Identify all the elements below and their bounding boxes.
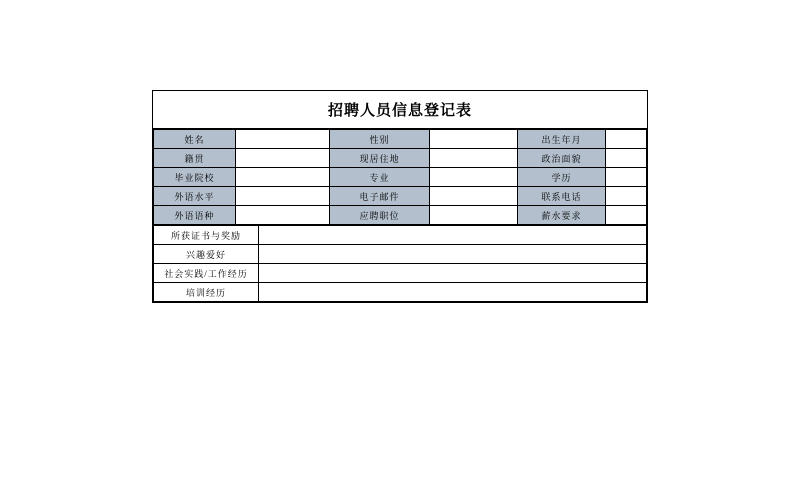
table-row bbox=[154, 130, 647, 149]
field-label-training-experience: 培训经历 bbox=[154, 283, 259, 302]
field-value-phone[interactable] bbox=[606, 187, 647, 206]
field-value-foreign-language-type[interactable] bbox=[236, 206, 330, 225]
field-value-residence[interactable] bbox=[430, 149, 518, 168]
field-label-residence: 现居住地 bbox=[330, 149, 430, 168]
table-row bbox=[154, 168, 647, 187]
field-label-birthdate: 出生年月 bbox=[518, 130, 606, 149]
field-value-education[interactable] bbox=[606, 168, 647, 187]
field-value-email[interactable] bbox=[430, 187, 518, 206]
field-label-work-experience: 社会实践/工作经历 bbox=[154, 264, 259, 283]
field-value-major[interactable] bbox=[430, 168, 518, 187]
table-row bbox=[154, 264, 647, 283]
field-value-position-applied[interactable] bbox=[430, 206, 518, 225]
field-value-foreign-language-level[interactable] bbox=[236, 187, 330, 206]
field-label-phone: 联系电话 bbox=[518, 187, 606, 206]
form-title-row bbox=[153, 91, 647, 129]
field-value-name[interactable] bbox=[236, 130, 330, 149]
field-value-hobbies[interactable] bbox=[259, 245, 647, 264]
table-row bbox=[154, 283, 647, 302]
field-label-major: 专业 bbox=[330, 168, 430, 187]
field-label-email: 电子邮件 bbox=[330, 187, 430, 206]
field-value-certificates-awards[interactable] bbox=[259, 226, 647, 245]
field-value-salary-expectation[interactable] bbox=[606, 206, 647, 225]
detail-table bbox=[153, 225, 647, 302]
table-row bbox=[154, 206, 647, 225]
field-label-name: 姓名 bbox=[154, 130, 236, 149]
field-value-school[interactable] bbox=[236, 168, 330, 187]
field-label-native-place: 籍贯 bbox=[154, 149, 236, 168]
field-label-political-status: 政治面貌 bbox=[518, 149, 606, 168]
field-label-certificates-awards: 所获证书与奖励 bbox=[154, 226, 259, 245]
field-label-salary-expectation: 薪水要求 bbox=[518, 206, 606, 225]
form-document bbox=[152, 90, 648, 303]
page-title: 招聘人员信息登记表 bbox=[327, 103, 472, 119]
field-value-work-experience[interactable] bbox=[259, 264, 647, 283]
field-label-foreign-language-type: 外语语种 bbox=[154, 206, 236, 225]
field-value-political-status[interactable] bbox=[606, 149, 647, 168]
table-row bbox=[154, 226, 647, 245]
field-value-birthdate[interactable] bbox=[606, 130, 647, 149]
field-value-gender[interactable] bbox=[430, 130, 518, 149]
field-value-native-place[interactable] bbox=[236, 149, 330, 168]
field-label-education: 学历 bbox=[518, 168, 606, 187]
table-row bbox=[154, 245, 647, 264]
field-label-school: 毕业院校 bbox=[154, 168, 236, 187]
field-label-position-applied: 应聘职位 bbox=[330, 206, 430, 225]
field-label-hobbies: 兴趣爱好 bbox=[154, 245, 259, 264]
table-row bbox=[154, 149, 647, 168]
info-table bbox=[153, 129, 647, 225]
field-label-gender: 性别 bbox=[330, 130, 430, 149]
field-label-foreign-language-level: 外语水平 bbox=[154, 187, 236, 206]
table-row bbox=[154, 187, 647, 206]
field-value-training-experience[interactable] bbox=[259, 283, 647, 302]
